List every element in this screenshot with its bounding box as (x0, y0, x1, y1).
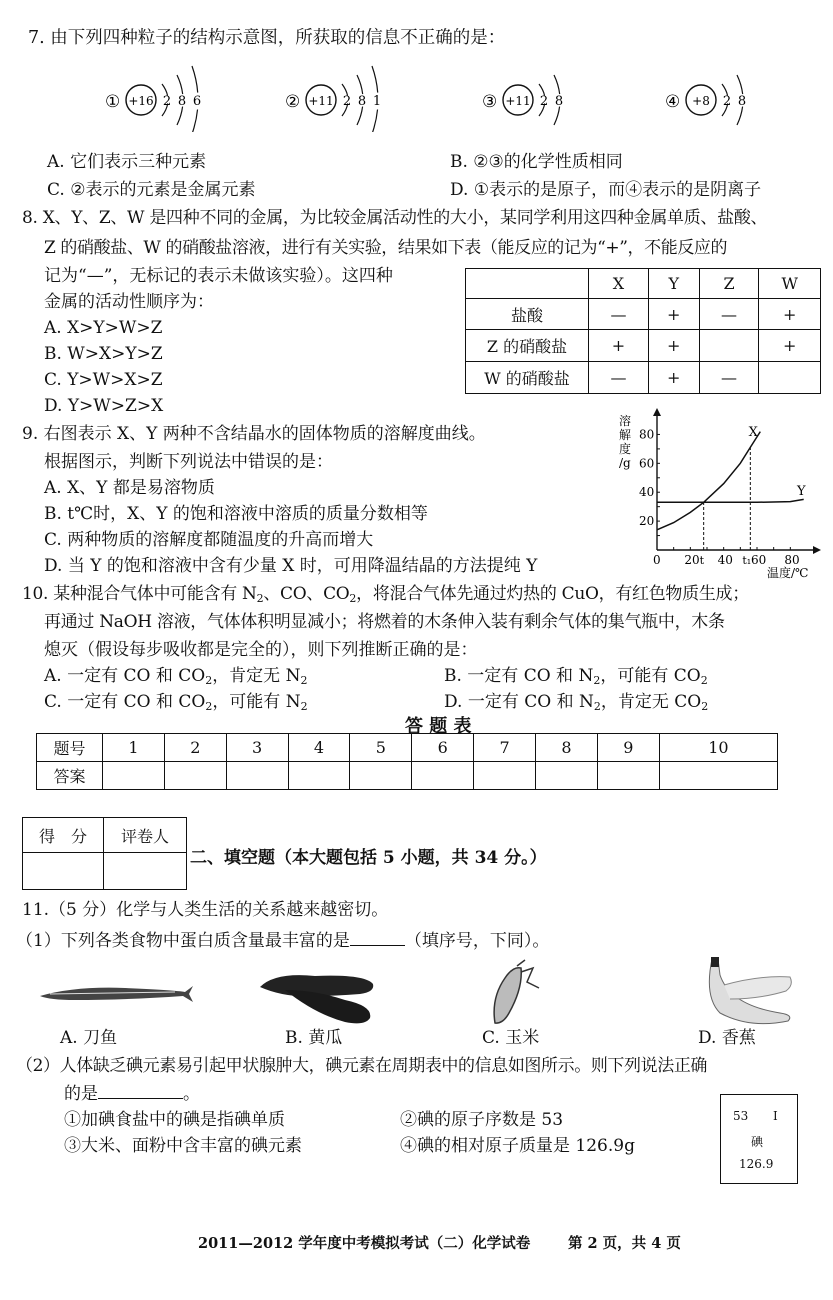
shell-electron-count: 1 (372, 94, 382, 109)
y-axis-label-2: 解 (619, 428, 632, 442)
header-cell: X (589, 269, 649, 299)
text: （填序号，下同）。 (404, 931, 550, 951)
row-label: W 的硝酸盐 (466, 362, 589, 394)
x-axis-arrow (813, 546, 821, 554)
answer-cell[interactable] (536, 762, 598, 790)
element-name: 碘 (751, 1135, 764, 1149)
q10-line1-c: ，将混合气体先通过灼热的 CuO，有红色物质生成； (356, 584, 749, 604)
x-tick-label: 80 (784, 553, 800, 567)
footer-page: 第 2 页，共 4 页 (568, 1235, 681, 1252)
subscript: 2 (349, 592, 357, 605)
q11-part2-line1: （2）人体缺乏碘元素易引起甲状腺肿大，碘元素在周期表中的信息如图所示。则下列说法正确 (16, 1056, 708, 1076)
table-cell: + (589, 330, 649, 362)
q9-option-c: C. 两种物质的溶解度都随温度的升高而增大 (44, 530, 374, 550)
table-row (466, 299, 821, 330)
footer-title: 2011—2012 学年度中考模拟考试（二）化学试卷 (198, 1235, 531, 1252)
series-line-y (657, 499, 804, 502)
row-label: 盐酸 (466, 299, 589, 330)
shell-electron-count: 8 (737, 94, 747, 109)
atom-diagram-3 (480, 52, 620, 132)
answer-table-title: 答 题 表 (405, 716, 472, 737)
x-tick-label: 20 (684, 553, 700, 567)
header-cell: Z (699, 269, 759, 299)
table-cell (759, 362, 821, 394)
row-label: Z 的硝酸盐 (466, 330, 589, 362)
row-label: 答案 (37, 762, 103, 790)
q7-option-a: A. 它们表示三种元素 (47, 152, 207, 172)
header-cell (466, 269, 589, 299)
q9-option-b: B. t℃时，X、Y 的饱和溶液中溶质的质量分数相等 (44, 504, 428, 524)
q9-option-d: D. 当 Y 的饱和溶液中含有少量 X 时，可用降温结晶的方法提纯 Y (44, 556, 538, 576)
atom-diagram-1 (103, 52, 243, 132)
q10-option-c (44, 692, 308, 717)
x-tick-label: 40 (717, 553, 733, 567)
y-tick-label: 60 (639, 456, 655, 471)
food-option-c: C. 玉米 (482, 1028, 540, 1048)
q8-line1: 8. X、Y、Z、W 是四种不同的金属，为比较金属活动性的大小，某同学利用这四种金属单质、盐酸、 (22, 208, 768, 228)
solubility-chart (605, 405, 830, 580)
q8-option-b: B. W>X>Y>Z (44, 344, 163, 364)
question-number-cell: 5 (350, 734, 412, 762)
q11-part1 (16, 929, 549, 951)
y-tick-label: 40 (639, 485, 655, 500)
q10-line1-a: 10. 某种混合气体中可能含有 N (22, 584, 257, 604)
series-label-y: Y (797, 484, 806, 500)
q7-option-c: C. ②表示的元素是金属元素 (47, 180, 256, 200)
q10-line1-b: 、CO、CO (263, 584, 350, 604)
subscript: 2 (205, 674, 213, 687)
row-label: 题号 (37, 734, 103, 762)
element-symbol: I (773, 1109, 778, 1123)
subscript: 2 (300, 674, 308, 687)
answer-row (37, 762, 778, 790)
answer-cell[interactable] (412, 762, 474, 790)
table-cell: + (648, 362, 699, 394)
q10-line3: 熄灭（假设每步吸收都是完全的），则下列推断正确的是： (44, 640, 478, 660)
text: ，可能有 CO (600, 666, 701, 686)
answer-cell[interactable] (164, 762, 226, 790)
header-cell: Y (648, 269, 699, 299)
answer-cell[interactable] (659, 762, 777, 790)
food-option-d: D. 香蕉 (698, 1028, 756, 1048)
series-line-x (657, 432, 760, 530)
q11-stem: 11.（5 分）化学与人类生活的关系越来越密切。 (22, 900, 389, 920)
atom-diagram-2 (283, 52, 423, 132)
y-axis-arrow (653, 408, 661, 416)
reaction-table (465, 268, 821, 394)
section2-title: 二、填空题（本大题包括 5 小题，共 34 分。） (190, 848, 547, 868)
question-number-cell: 1 (103, 734, 165, 762)
score-box (22, 817, 187, 890)
statement-3: ③大米、面粉中含丰富的碘元素 (64, 1136, 302, 1156)
nucleus-charge: +11 (505, 94, 531, 108)
table-cell (699, 330, 759, 362)
food-option-a: A. 刀鱼 (60, 1028, 118, 1048)
q10-option-d (444, 692, 708, 717)
x-tick-label: 0 (653, 553, 661, 567)
answer-blank[interactable] (98, 1082, 183, 1099)
q8-line4: 金属的活动性顺序为： (44, 292, 214, 312)
answer-blank[interactable] (350, 929, 405, 946)
shell-electron-count: 8 (357, 94, 367, 109)
element-card-iodine (720, 1094, 798, 1184)
shell-electron-count: 6 (192, 94, 202, 109)
statement-4: ④碘的相对原子质量是 126.9g (400, 1136, 635, 1156)
x-axis-label: 温度/℃ (767, 566, 809, 580)
q10-option-a (44, 666, 307, 691)
question-number-cell: 9 (597, 734, 659, 762)
grader-label: 评卷人 (104, 818, 187, 853)
text: ，可能有 N (212, 692, 301, 712)
text: A. 一定有 CO 和 CO (44, 666, 206, 686)
subscript: 2 (700, 674, 708, 687)
banana-image (690, 955, 800, 1030)
q10-option-b (444, 666, 708, 691)
reaction-table-header (466, 269, 821, 299)
score-input[interactable] (23, 853, 104, 890)
subscript: 2 (593, 674, 601, 687)
corn-image (487, 958, 547, 1028)
question-number-cell: 7 (474, 734, 536, 762)
atomic-number: 53 (733, 1109, 749, 1123)
table-cell: — (699, 299, 759, 330)
question-number-cell: 8 (536, 734, 598, 762)
table-row (466, 362, 821, 394)
table-cell: — (589, 299, 649, 330)
question-number-cell: 2 (164, 734, 226, 762)
table-cell: + (648, 299, 699, 330)
text: B. 一定有 CO 和 N (444, 666, 594, 686)
atom-diagram-4 (663, 52, 803, 132)
text: 。 (183, 1084, 200, 1104)
reference-line-label: t₁ (742, 554, 752, 567)
q10-line1 (22, 584, 749, 609)
q9-line1: 9. 右图表示 X、Y 两种不含结晶水的固体物质的溶解度曲线。 (22, 424, 486, 444)
question-number-cell: 6 (412, 734, 474, 762)
text: C. 一定有 CO 和 CO (44, 692, 206, 712)
subscript: 2 (300, 700, 308, 713)
particle-label: ③ (482, 92, 498, 112)
nucleus-charge: +8 (692, 94, 710, 108)
shell-electron-count: 2 (162, 94, 172, 109)
score-box-values (23, 853, 187, 890)
cucumber-image (255, 970, 380, 1030)
subscript: 2 (205, 700, 213, 713)
score-label: 得 分 (23, 818, 104, 853)
table-cell: — (589, 362, 649, 394)
q8-option-c: C. Y>W>X>Z (44, 370, 163, 390)
text: 的是 (64, 1084, 98, 1104)
shell-electron-count: 2 (342, 94, 352, 109)
y-tick-label: 20 (639, 514, 655, 529)
q11-part2-line2 (64, 1082, 200, 1104)
particle-label: ② (285, 92, 301, 112)
q7-option-d: D. ①表示的是原子，而④表示的是阴离子 (450, 180, 762, 200)
shell-electron-count: 2 (722, 94, 732, 109)
y-axis-label-3: 度 (619, 442, 632, 456)
q9-line2: 根据图示，判断下列说法中错误的是： (44, 452, 333, 472)
subscript: 2 (701, 700, 709, 713)
answer-cell[interactable] (288, 762, 350, 790)
answer-cell[interactable] (226, 762, 288, 790)
q8-line2: Z 的硝酸盐、W 的硝酸盐溶液，进行有关实验，结果如下表（能反应的记为“+”，不能反应的 (44, 238, 728, 258)
particle-label: ④ (665, 92, 681, 112)
question-number-cell: 10 (659, 734, 777, 762)
nucleus-charge: +11 (308, 94, 334, 108)
statement-1: ①加碘食盐中的碘是指碘单质 (64, 1110, 285, 1130)
table-cell: + (759, 299, 821, 330)
statement-2: ②碘的原子序数是 53 (400, 1110, 564, 1130)
answer-cell[interactable] (474, 762, 536, 790)
answer-table (36, 733, 778, 790)
shell-electron-count: 8 (554, 94, 564, 109)
header-cell: W (759, 269, 821, 299)
score-box-header (23, 818, 187, 853)
q7-option-b: B. ②③的化学性质相同 (450, 152, 623, 172)
y-axis-label-1: 溶 (619, 414, 632, 428)
shell-electron-count: 8 (177, 94, 187, 109)
answer-cell[interactable] (103, 762, 165, 790)
table-cell: + (759, 330, 821, 362)
reference-line-label: t (699, 554, 705, 567)
grader-input[interactable] (104, 853, 187, 890)
table-cell: — (699, 362, 759, 394)
q7-stem: 7. 由下列四种粒子的结构示意图，所获取的信息不正确的是： (28, 28, 506, 48)
table-cell: + (648, 330, 699, 362)
q8-line3: 记为“—”，无标记的表示未做该实验）。这四种 (44, 266, 393, 286)
text: ，肯定无 N (212, 666, 301, 686)
food-option-b: B. 黄瓜 (285, 1028, 343, 1048)
answer-cell[interactable] (350, 762, 412, 790)
text: D. 一定有 CO 和 N (444, 692, 594, 712)
q8-option-a: A. X>Y>W>Z (44, 318, 163, 338)
q10-line2: 再通过 NaOH 溶液，气体体积明显减小；将燃着的木条伸入装有剩余气体的集气瓶中，木条 (44, 612, 725, 632)
series-label-x: X (748, 424, 758, 440)
atomic-mass: 126.9 (739, 1157, 774, 1171)
question-number-cell: 4 (288, 734, 350, 762)
question-number-cell: 3 (226, 734, 288, 762)
table-row (466, 330, 821, 362)
x-tick-label: 60 (751, 553, 767, 567)
q9-option-a: A. X、Y 都是易溶物质 (44, 478, 215, 498)
nucleus-charge: +16 (128, 94, 154, 108)
answer-cell[interactable] (597, 762, 659, 790)
q8-option-d: D. Y>W>Z>X (44, 396, 164, 416)
y-tick-label: 80 (639, 427, 655, 442)
answer-number-row (37, 734, 778, 762)
text: ，肯定无 CO (600, 692, 702, 712)
subscript: 2 (256, 592, 264, 605)
subscript: 2 (593, 700, 601, 713)
fish-image (35, 978, 195, 1008)
particle-label: ① (105, 92, 121, 112)
y-axis-label-4: /g (619, 456, 631, 470)
text: （1）下列各类食物中蛋白质含量最丰富的是 (16, 931, 350, 951)
shell-electron-count: 2 (539, 94, 549, 109)
